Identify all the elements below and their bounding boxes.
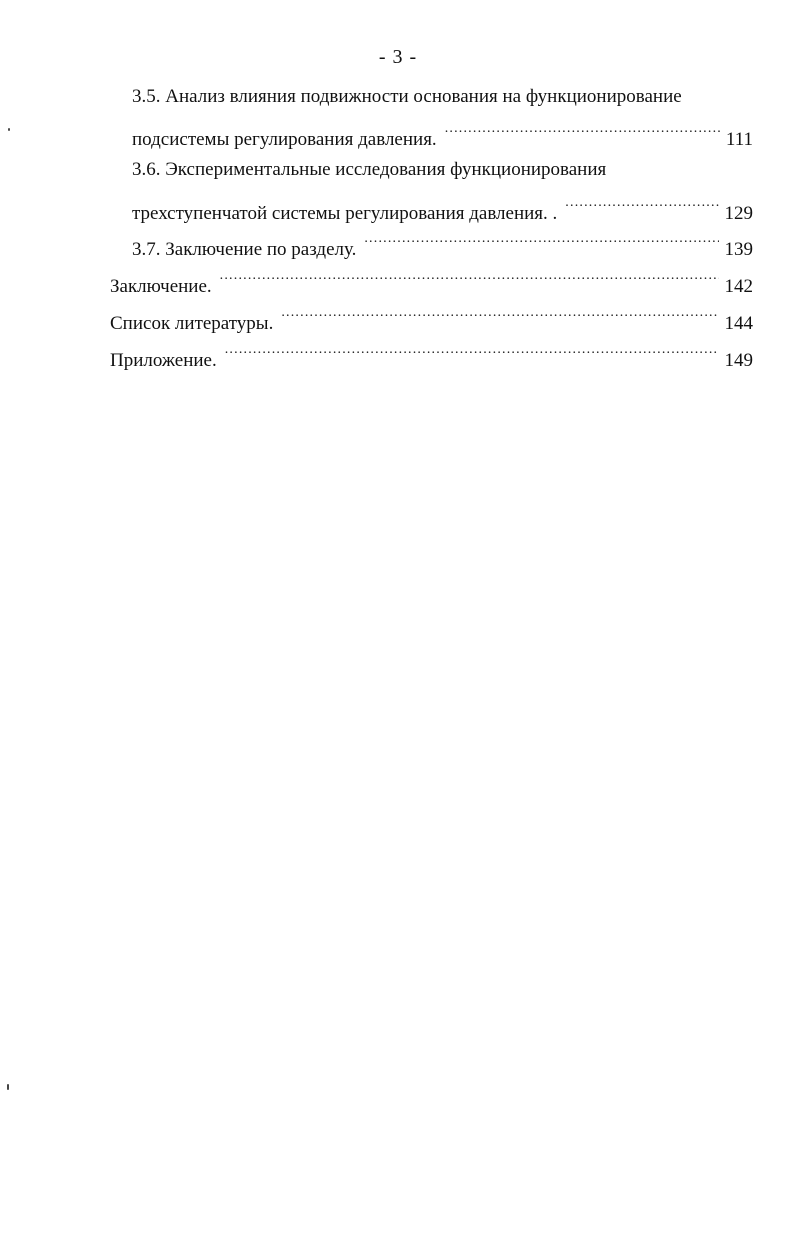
toc-entry-conclusion-text: Заключение. [110,276,212,297]
toc-entry-3-5-line-2: подсистемы регулирования давления. [132,129,437,150]
toc-entry-3-7-page: 139 [724,239,753,260]
toc-entry-appendix-text: Приложение. [110,350,217,371]
toc-entry-3-7-text: 3.7. Заключение по разделу. [132,239,357,260]
toc-entry-3-6-line-1: 3.6. Экспериментальные исследования функционирования [132,159,607,180]
toc-entry-3-6 [132,195,753,226]
dot-leader [220,268,719,292]
scan-speck [7,1084,9,1090]
toc-entry-3-5 [132,121,753,152]
toc-entry-conclusion-page: 142 [724,276,753,297]
page-number: - 3 - [378,46,418,68]
toc-entry-3-6-line-2: трехступенчатой системы регулирования давления. . [132,203,558,224]
dot-leader [281,305,718,329]
toc-entry-3-5-page: 111 [725,129,753,150]
dot-leader [364,231,718,255]
toc-entry-3-7 [132,231,753,262]
toc-entry-references-page: 144 [724,313,753,334]
dot-leader [565,195,718,219]
dot-leader [225,342,719,366]
toc-entry-appendix-page: 149 [724,350,753,371]
toc-entry-references-text: Список литературы. [110,313,274,334]
dot-leader [445,121,720,145]
toc-entry-3-6-page: 129 [724,203,753,224]
scan-speck [8,128,10,131]
toc-entry-appendix [110,342,753,373]
toc-entry-conclusion [110,268,753,299]
toc-entry-3-5-line-1: 3.5. Анализ влияния подвижности основания на функционирование [132,86,682,107]
toc-entry-references [110,305,753,336]
